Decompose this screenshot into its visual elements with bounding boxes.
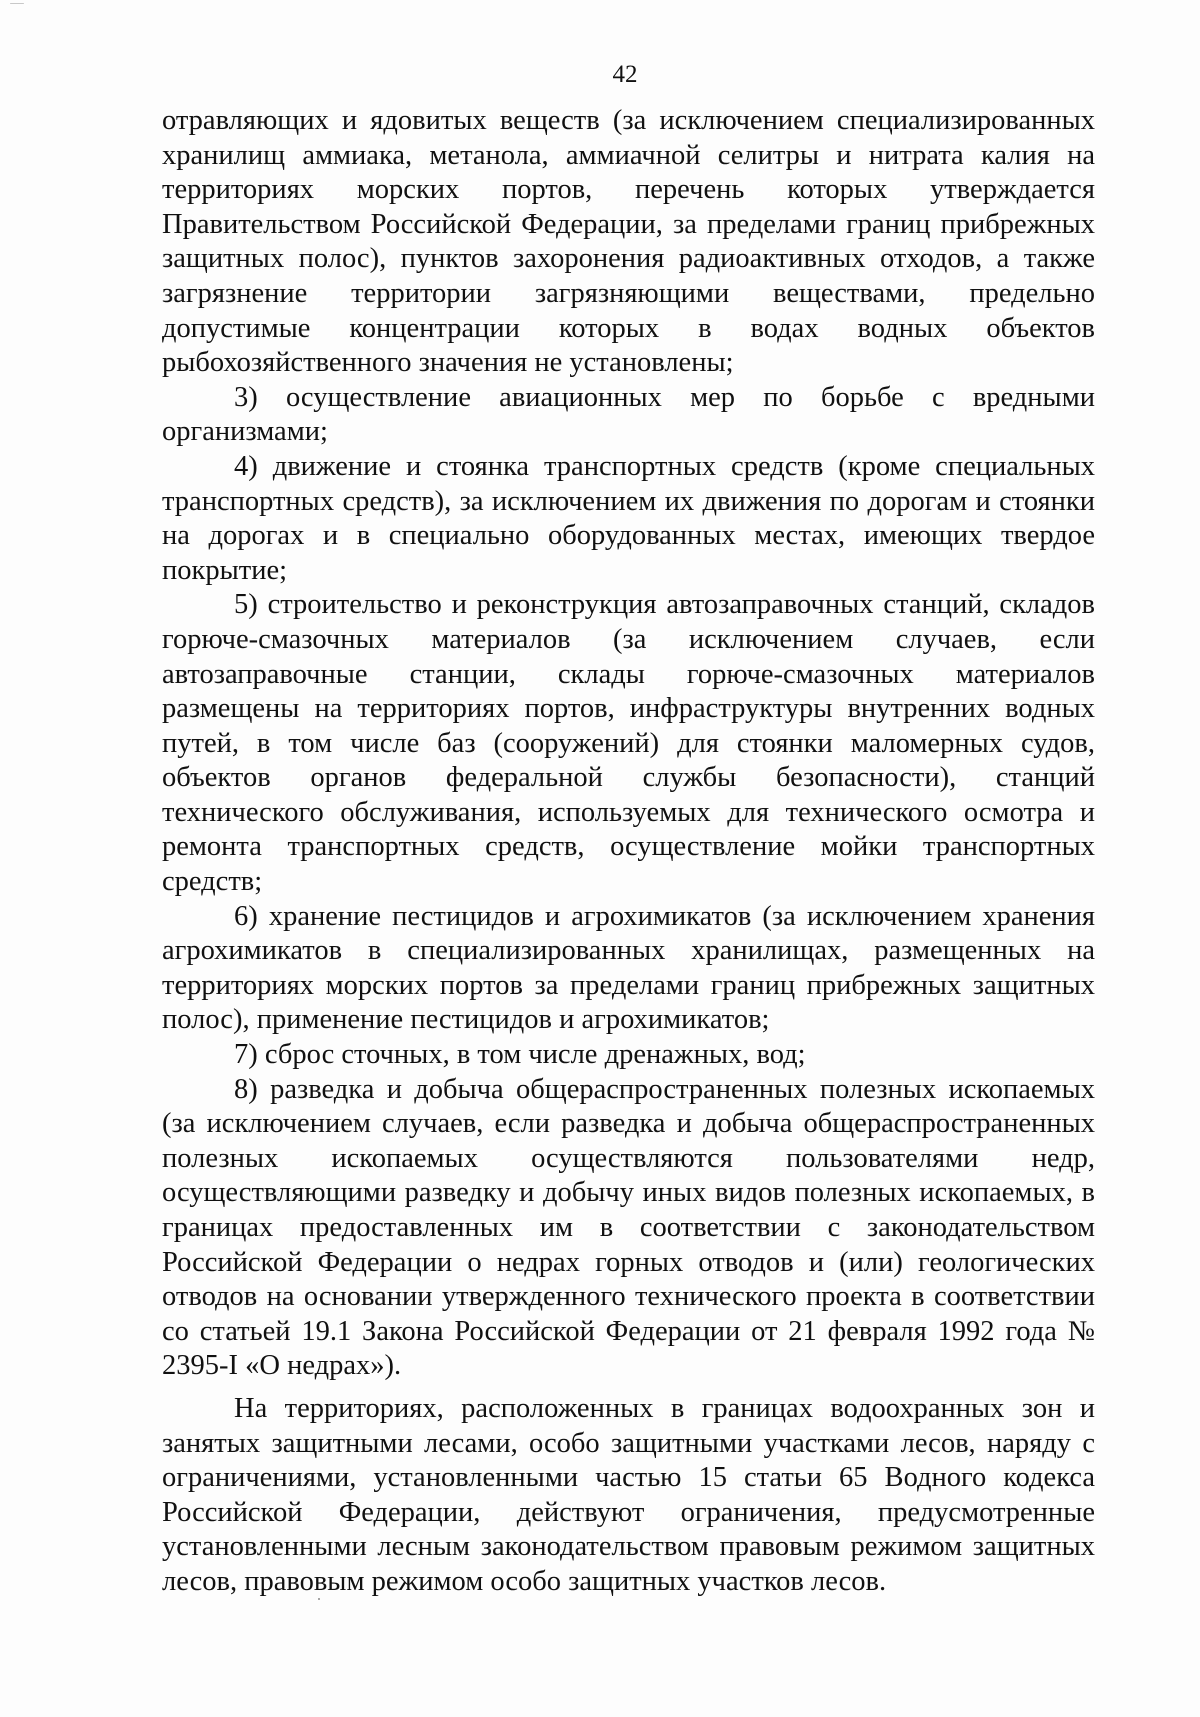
- document-body: [162, 104, 1095, 1600]
- page-number: 42: [612, 61, 638, 88]
- list-item-5: 5) строительство и реконструкция автозаправочных станций, складов горюче-смазочных материалов (за исключением случаев, если автозаправочные станции, склады горюче-смазочных материалов размещены на территориях портов, инфраструктуры внутренних водных путей, в том числе баз (сооружений) для стоянки маломерных судов, объектов органов федеральной службы безопасности), станций технического обслуживания, используемых для технического осмотра и ремонта транспортных средств, осуществление мойки транспортных средств;: [162, 589, 1095, 898]
- scan-speck: [318, 1598, 320, 1600]
- paragraph-continuation: отравляющих и ядовитых веществ (за исключением специализированных хранилищ аммиака, метанола, аммиачной селитры и нитрата калия на территориях морских портов, перечень которых утверждается Правительством Российской Федерации, за пределами границ прибрежных защитных полос), пунктов захоронения радиоактивных отходов, а также загрязнение территории загрязняющими веществами, предельно допустимые концентрации которых в водах водных объектов рыбохозяйственного значения не установлены;: [162, 105, 1095, 379]
- list-item-6: 6) хранение пестицидов и агрохимикатов (за исключением хранения агрохимикатов в специализированных хранилищах, размещенных на территориях морских портов за пределами границ прибрежных защитных полос), применение пестицидов и агрохимикатов;: [162, 900, 1095, 1036]
- list-item-4: 4) движение и стоянка транспортных средств (кроме специальных транспортных средств), за исключением их движения по дорогам и стоянки на дорогах и в специально оборудованных местах, имеющих твердое покрытие;: [162, 450, 1095, 586]
- list-item-7: 7) сброс сточных, в том числе дренажных, вод;: [234, 1039, 806, 1071]
- closing-paragraph: На территориях, расположенных в границах водоохранных зон и занятых защитными лесами, особо защитными участками лесов, наряду с ограничениями, установленными частью 15 статьи 65 Водного кодекса Российской Федерации, действуют ограничения, предусмотренные установленными лесным законодательством правовым режимом защитных лесов, правовым режимом особо защитных участков лесов.: [162, 1392, 1095, 1597]
- list-item-8: 8) разведка и добыча общераспространенных полезных ископаемых (за исключением случаев, если разведка и добыча общераспространенных полезных ископаемых осуществляются пользователями недр, осуществляющими разведку и добычу иных видов полезных ископаемых, в границах предоставленных им в соответствии с законодательством Российской Федерации о недрах горных отводов и (или) геологических отводов на основании утвержденного технического проекта в соответствии со статьей 19.1 Закона Российской Федерации от 21 февраля 1992 года № 2395-I «О недрах»).: [162, 1073, 1095, 1382]
- scan-speck: [10, 3, 24, 4]
- list-item-3: 3) осуществление авиационных мер по борьбе с вредными организмами;: [162, 381, 1095, 448]
